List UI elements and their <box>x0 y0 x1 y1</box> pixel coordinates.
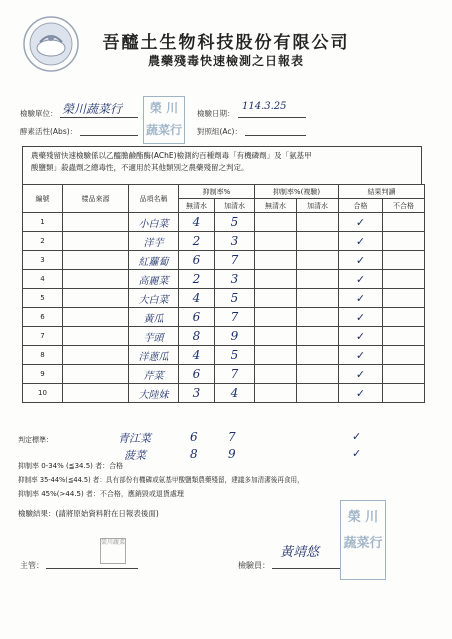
table-row <box>23 270 425 289</box>
row-fail <box>383 289 425 308</box>
intro-line-2: 酸鹽類」殺蟲劑之總毒性，不適用於其他類別之農藥殘留之判定。 <box>31 163 249 172</box>
enzyme-label: 酵素活性(Abs)： <box>20 127 78 136</box>
extra-b-2: 9 <box>228 447 236 461</box>
row-pass: ✓ <box>339 289 383 308</box>
row-retest-water <box>297 251 339 270</box>
row-fail <box>383 327 425 346</box>
row-pass: ✓ <box>339 346 383 365</box>
row-retest-water <box>297 289 339 308</box>
row-name: 芹菜 <box>129 365 179 384</box>
row-pass: ✓ <box>339 251 383 270</box>
row-retest-water <box>297 270 339 289</box>
row-inhibit-water: 7 <box>215 308 255 327</box>
row-inhibit-water: 3 <box>215 232 255 251</box>
row-retest-water <box>297 346 339 365</box>
row-source <box>63 232 129 251</box>
row-fail <box>383 384 425 403</box>
report-title: 農藥殘毒快速檢測之日報表 <box>147 54 304 68</box>
row-inhibit-water: 5 <box>215 213 255 232</box>
row-no: 8 <box>23 346 63 365</box>
row-inhibit-nowater: 4 <box>179 213 215 232</box>
col-inhibit-header: 抑制率% <box>179 185 255 199</box>
row-fail <box>383 308 425 327</box>
row-pass: ✓ <box>339 308 383 327</box>
company-stamp-top: 榮 川 蔬菜行 <box>143 96 185 144</box>
row-name: 洋蔥瓜 <box>129 346 179 365</box>
intro-line-1: 農藥殘留快速檢驗係以乙醯膽鹼酯酶(AChE)檢測約百種劑毒「有機磷劑」及「氨基甲 <box>31 151 312 160</box>
criteria-line-3: 抑制率 45%(>44.5) 者：不合格，應銷毀或退貨處理 <box>18 490 184 498</box>
row-inhibit-nowater: 3 <box>179 384 215 403</box>
row-name: 洋芋 <box>129 232 179 251</box>
row-inhibit-water: 7 <box>215 365 255 384</box>
row-source <box>63 327 129 346</box>
col-source-header: 樣品來源 <box>63 185 129 213</box>
row-fail <box>383 346 425 365</box>
control-label: 對照組(Ac)： <box>197 127 242 136</box>
row-retest-nowater <box>255 213 297 232</box>
inspector-signature: 黃靖悠 <box>280 545 320 560</box>
row-fail <box>383 213 425 232</box>
extra-b-1: 7 <box>228 430 236 444</box>
company-name: 吾醯土生物科技股份有限公司 <box>102 33 350 53</box>
row-inhibit-water: 5 <box>215 346 255 365</box>
table-row <box>23 384 425 403</box>
sub-pass: 合格 <box>339 199 383 213</box>
intro-box <box>22 146 422 184</box>
sub-water: 加清水 <box>215 199 255 213</box>
row-no: 3 <box>23 251 63 270</box>
table-row <box>23 327 425 346</box>
row-inhibit-water: 7 <box>215 251 255 270</box>
row-retest-nowater <box>255 327 297 346</box>
table-row <box>23 213 425 232</box>
unit-value: 榮川蔬菜行 <box>62 102 123 116</box>
company-stamp-bottom: 榮 川 蔬菜行 <box>340 500 386 580</box>
sub-nowater: 無清水 <box>179 199 215 213</box>
sub-nowater2: 無清水 <box>255 199 297 213</box>
criteria-line-2: 抑制率 35-44%(≦44.5) 者：具有部份有機磷或氨基甲酸鹽類農藥殘留，建議多加清潔後再食用， <box>18 476 304 484</box>
row-retest-nowater <box>255 346 297 365</box>
date-label: 檢驗日期： <box>197 109 235 118</box>
row-name: 小白菜 <box>129 213 179 232</box>
row-retest-water <box>297 308 339 327</box>
row-fail <box>383 365 425 384</box>
unit-label: 檢驗單位： <box>20 109 58 118</box>
row-name: 芋頭 <box>129 327 179 346</box>
row-pass: ✓ <box>339 270 383 289</box>
row-inhibit-water: 3 <box>215 270 255 289</box>
row-retest-water <box>297 384 339 403</box>
row-retest-nowater <box>255 289 297 308</box>
table-row <box>23 251 425 270</box>
row-inhibit-water: 9 <box>215 327 255 346</box>
control-underline <box>245 123 306 136</box>
row-fail <box>383 270 425 289</box>
col-result-header: 結果判讀 <box>339 185 425 199</box>
col-name-header: 品項名稱 <box>129 185 179 213</box>
table-row <box>23 365 425 384</box>
row-pass: ✓ <box>339 365 383 384</box>
row-source <box>63 346 129 365</box>
date-value: 114.3.25 <box>242 101 287 112</box>
row-source <box>63 289 129 308</box>
row-no: 4 <box>23 270 63 289</box>
row-retest-nowater <box>255 232 297 251</box>
row-inhibit-nowater: 6 <box>179 308 215 327</box>
table-row <box>23 346 425 365</box>
supervisor-stamp: 榮川蔬菜 <box>100 538 126 564</box>
row-pass: ✓ <box>339 232 383 251</box>
row-inhibit-nowater: 4 <box>179 289 215 308</box>
row-inhibit-water: 5 <box>215 289 255 308</box>
row-inhibit-nowater: 4 <box>179 346 215 365</box>
enzyme-underline <box>80 123 138 136</box>
row-name: 高麗菜 <box>129 270 179 289</box>
row-inhibit-nowater: 6 <box>179 251 215 270</box>
row-retest-water <box>297 232 339 251</box>
row-retest-nowater <box>255 365 297 384</box>
row-retest-water <box>297 365 339 384</box>
row-inhibit-nowater: 2 <box>179 232 215 251</box>
row-retest-water <box>297 327 339 346</box>
extra-a-1: 6 <box>190 430 198 444</box>
row-pass: ✓ <box>339 213 383 232</box>
row-inhibit-water: 4 <box>215 384 255 403</box>
row-pass: ✓ <box>339 384 383 403</box>
row-no: 2 <box>23 232 63 251</box>
col-inhibit2-header: 抑制率%(複驗) <box>255 185 339 199</box>
extra-check-2: ✓ <box>352 447 362 460</box>
row-name: 大白菜 <box>129 289 179 308</box>
row-retest-nowater <box>255 251 297 270</box>
extra-check-1: ✓ <box>352 430 362 443</box>
row-no: 9 <box>23 365 63 384</box>
row-retest-nowater <box>255 384 297 403</box>
row-source <box>63 384 129 403</box>
results-table <box>22 184 425 403</box>
row-pass: ✓ <box>339 327 383 346</box>
row-source <box>63 213 129 232</box>
table-row <box>23 232 425 251</box>
row-name: 紅蘿蔔 <box>129 251 179 270</box>
row-inhibit-nowater: 6 <box>179 365 215 384</box>
row-no: 1 <box>23 213 63 232</box>
extra-a-2: 8 <box>190 447 198 461</box>
row-no: 6 <box>23 308 63 327</box>
row-fail <box>383 251 425 270</box>
row-retest-nowater <box>255 308 297 327</box>
row-source <box>63 270 129 289</box>
row-no: 10 <box>23 384 63 403</box>
row-name: 大陸妹 <box>129 384 179 403</box>
extra-name-2: 菠菜 <box>124 449 146 462</box>
result-label: 檢驗結果：(請將原始資料附在日報表後面) <box>18 509 159 518</box>
row-inhibit-nowater: 2 <box>179 270 215 289</box>
table-row <box>23 289 425 308</box>
sub-water2: 加清水 <box>297 199 339 213</box>
row-name: 黃瓜 <box>129 308 179 327</box>
criteria-title: 判定標準： <box>18 436 53 444</box>
inspector-label: 檢驗員： <box>238 561 270 570</box>
supervisor-label: 主管： <box>20 561 44 570</box>
table-row <box>23 308 425 327</box>
row-no: 7 <box>23 327 63 346</box>
row-source <box>63 251 129 270</box>
row-retest-water <box>297 213 339 232</box>
row-fail <box>383 232 425 251</box>
sub-fail: 不合格 <box>383 199 425 213</box>
row-retest-nowater <box>255 270 297 289</box>
row-inhibit-nowater: 8 <box>179 327 215 346</box>
extra-name-1: 青江菜 <box>118 432 151 445</box>
row-no: 5 <box>23 289 63 308</box>
criteria-line-1: 抑制率 0-34% (≦34.5) 者：合格 <box>18 462 124 470</box>
row-source <box>63 308 129 327</box>
col-no-header: 編號 <box>23 185 63 213</box>
row-source <box>63 365 129 384</box>
